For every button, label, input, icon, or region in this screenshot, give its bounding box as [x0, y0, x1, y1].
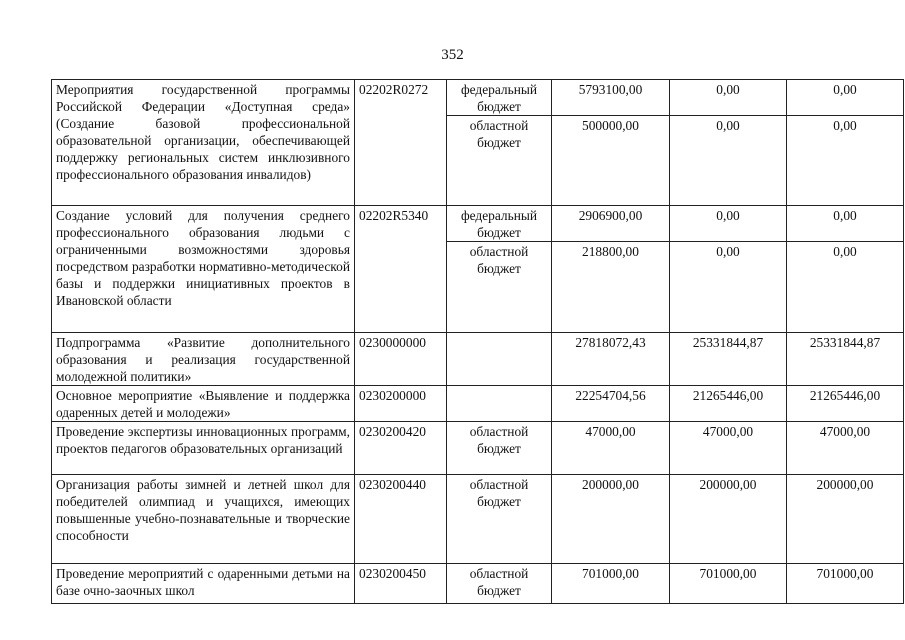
row-code: 0230200420 — [355, 422, 447, 475]
row-value-2: 47000,00 — [670, 422, 787, 475]
row-value-3: 25331844,87 — [787, 333, 904, 386]
table-row — [52, 206, 904, 242]
row-description: Мероприятия государственной программы Российской Федерации «Доступная среда» (Создание базовой профессиональной образовательной организации, обеспечивающей поддержку региональных систем инклюзивного профессионального образования инвалидов) — [52, 80, 355, 206]
row-value-2: 21265446,00 — [670, 386, 787, 422]
row-value-1: 5793100,00 — [552, 80, 670, 116]
row-value-1: 2906900,00 — [552, 206, 670, 242]
row-code: 0230000000 — [355, 333, 447, 386]
row-source: областной бюджет — [447, 242, 552, 333]
row-value-3: 0,00 — [787, 80, 904, 116]
row-value-1: 27818072,43 — [552, 333, 670, 386]
row-value-2: 25331844,87 — [670, 333, 787, 386]
table-row — [52, 333, 904, 386]
row-code: 0230200450 — [355, 564, 447, 604]
row-value-3: 21265446,00 — [787, 386, 904, 422]
row-source: областной бюджет — [447, 422, 552, 475]
row-description: Проведение экспертизы инновационных программ, проектов педагогов образовательных организаций — [52, 422, 355, 475]
row-value-1: 47000,00 — [552, 422, 670, 475]
row-value-2: 0,00 — [670, 80, 787, 116]
row-source: областной бюджет — [447, 116, 552, 206]
table-row — [52, 564, 904, 604]
row-value-2: 200000,00 — [670, 475, 787, 564]
budget-table — [51, 79, 904, 604]
row-value-2: 0,00 — [670, 206, 787, 242]
row-source — [447, 333, 552, 386]
row-source: областной бюджет — [447, 475, 552, 564]
row-value-1: 200000,00 — [552, 475, 670, 564]
row-value-3: 0,00 — [787, 242, 904, 333]
row-source: федеральный бюджет — [447, 80, 552, 116]
row-code: 0230200000 — [355, 386, 447, 422]
page-number: 352 — [441, 47, 464, 63]
row-value-2: 0,00 — [670, 116, 787, 206]
row-value-3: 200000,00 — [787, 475, 904, 564]
row-value-2: 701000,00 — [670, 564, 787, 604]
row-value-3: 47000,00 — [787, 422, 904, 475]
row-description: Подпрограмма «Развитие дополнительного образования и реализация государственной молодежной политики» — [52, 333, 355, 386]
row-value-3: 701000,00 — [787, 564, 904, 604]
row-code: 02202R5340 — [355, 206, 447, 333]
row-value-1: 22254704,56 — [552, 386, 670, 422]
row-code: 02202R0272 — [355, 80, 447, 206]
row-code: 0230200440 — [355, 475, 447, 564]
row-value-1: 500000,00 — [552, 116, 670, 206]
table-row — [52, 475, 904, 564]
row-source: федеральный бюджет — [447, 206, 552, 242]
row-source — [447, 386, 552, 422]
row-source: областной бюджет — [447, 564, 552, 604]
row-description: Организация работы зимней и летней школ для победителей олимпиад и учащихся, имеющих повышенные учебно-познавательные и творческие способности — [52, 475, 355, 564]
row-value-3: 0,00 — [787, 206, 904, 242]
table-row — [52, 422, 904, 475]
row-description: Проведение мероприятий с одаренными детьми на базе очно-заочных школ — [52, 564, 355, 604]
row-value-1: 218800,00 — [552, 242, 670, 333]
row-description: Основное мероприятие «Выявление и поддержка одаренных детей и молодежи» — [52, 386, 355, 422]
table-row — [52, 80, 904, 116]
table-row — [52, 386, 904, 422]
row-description: Создание условий для получения среднего профессионального образования людьми с ограниченными возможностями здоровья посредством разработки нормативно-методической базы и поддержки инициативных проектов в Ивановской области — [52, 206, 355, 333]
row-value-3: 0,00 — [787, 116, 904, 206]
row-value-2: 0,00 — [670, 242, 787, 333]
row-value-1: 701000,00 — [552, 564, 670, 604]
